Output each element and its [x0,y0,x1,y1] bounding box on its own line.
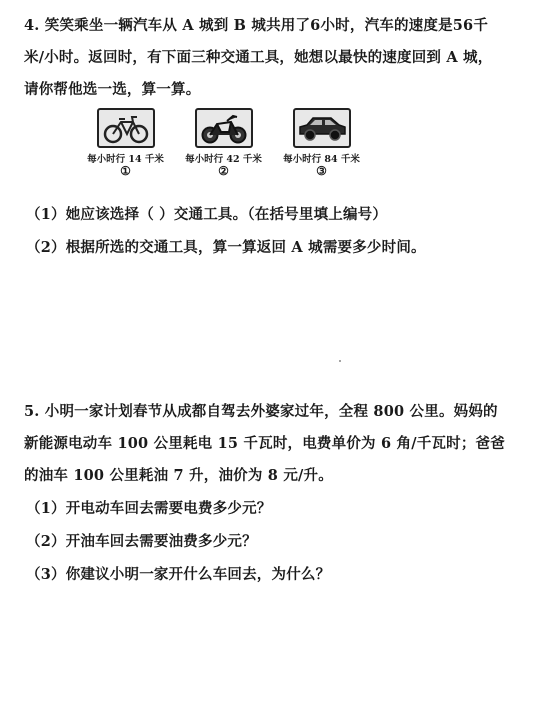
q4-line-1: 4. 笑笑乘坐一辆汽车从 A 城到 B 城共用了6小时，汽车的速度是56千 [24,17,489,34]
car-icon [293,108,351,148]
vehicle-number: ② [218,164,229,178]
q5-line-2: 新能源电动车 100 公里耗电 15 千瓦时，电费单价为 6 角/千瓦时；爸爸 [24,435,505,452]
vehicle-number: ③ [316,164,327,178]
vehicle-speed-label: 每小时行 14 千米 [87,154,164,165]
vehicle-option-3 [274,108,369,177]
motorcycle-icon [195,108,253,148]
vehicle-number: ① [120,164,131,178]
vehicle-option-2 [176,108,271,177]
vehicle-option-1 [78,108,173,177]
q5-subquestion-2: （2）开油车回去需要油费多少元？ [26,533,257,550]
bicycle-icon [97,108,155,148]
q5-line-1: 5. 小明一家计划春节从成都自驾去外婆家过年，全程 800 公里。妈妈的 [24,403,498,420]
q5-line-3: 的油车 100 公里耗油 7 升，油价为 8 元/升。 [24,467,333,484]
vehicle-speed-label: 每小时行 84 千米 [283,154,360,165]
q4-subquestion-1: （1）她应该选择（ ）交通工具。（在括号里填上编号） [26,206,388,223]
q4-subquestion-2: （2）根据所选的交通工具，算一算返回 A 城需要多少时间。 [26,239,426,256]
q5-subquestion-1: （1）开电动车回去需要电费多少元？ [26,500,272,517]
q4-line-2: 米/小时。返回时，有下面三种交通工具，她想以最快的速度回到 A 城， [24,49,493,66]
q4-line-3: 请你帮他选一选，算一算。 [24,81,201,98]
scan-speck [339,360,341,362]
q5-subquestion-3: （3）你建议小明一家开什么车回去，为什么？ [26,566,331,583]
vehicle-options [78,108,378,188]
vehicle-speed-label: 每小时行 42 千米 [185,154,262,165]
